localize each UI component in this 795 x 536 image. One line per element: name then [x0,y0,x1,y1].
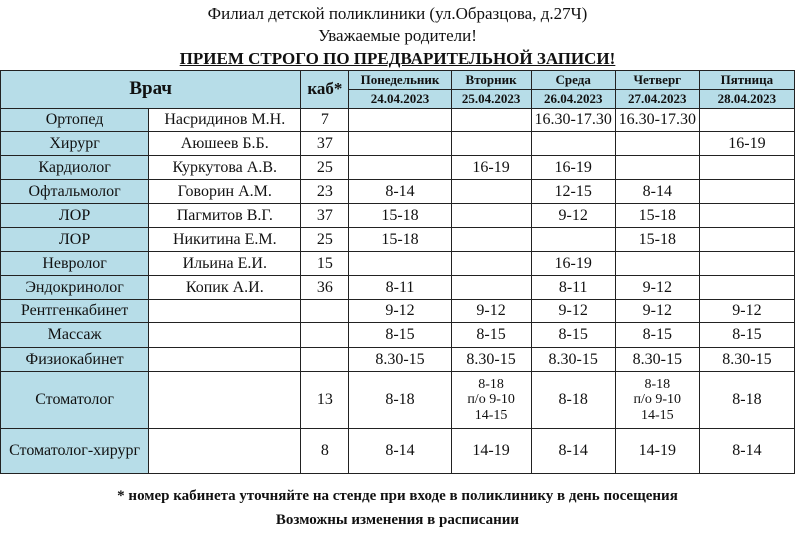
time-cell: 9-12 [451,300,531,323]
time-cell: 8.30-15 [699,348,794,372]
time-cell [699,228,794,252]
time-cell [349,132,451,156]
time-cell: 9-12 [615,276,699,300]
doctor-cell: Говорин А.М. [149,180,301,204]
time-cell: 8-15 [531,323,615,348]
room-header: каб* [301,71,349,109]
time-cell [451,276,531,300]
table-row [1,204,795,228]
day-date: 25.04.2023 [451,90,531,109]
table-row [1,348,795,372]
table-row [1,323,795,348]
table-row [1,228,795,252]
room-cell: 15 [301,252,349,276]
day-name: Понедельник [349,71,451,90]
time-cell [451,204,531,228]
doctor-cell: Куркутова А.В. [149,156,301,180]
time-cell: 16-19 [531,156,615,180]
time-cell: 8-15 [451,323,531,348]
day-date: 24.04.2023 [349,90,451,109]
specialty-cell: Кардиолог [1,156,149,180]
specialty-cell: Ортопед [1,109,149,132]
time-cell: 16-19 [531,252,615,276]
time-cell: 9-12 [699,300,794,323]
specialty-cell: ЛОР [1,204,149,228]
time-cell: 8-18 [699,372,794,429]
room-note: * номер кабинета уточняйте на стенде при входе в поликлинику в день посещения [117,488,678,504]
time-cell: 8-15 [615,323,699,348]
day-date: 26.04.2023 [531,90,615,109]
time-cell: 9-12 [349,300,451,323]
time-cell: 9-12 [615,300,699,323]
doctor-cell: Никитина Е.М. [149,228,301,252]
specialty-cell: Офтальмолог [1,180,149,204]
time-cell [451,252,531,276]
time-cell: 8-15 [699,323,794,348]
doctor-cell [149,372,301,429]
room-cell: 13 [301,372,349,429]
time-cell: 12-15 [531,180,615,204]
time-cell: 8-11 [349,276,451,300]
branch-title: Филиал детской поликлиники (ул.Образцова, д.27Ч) [207,4,588,23]
specialty-cell: Рентгенкабинет [1,300,149,323]
table-row [1,109,795,132]
specialty-cell: Невролог [1,252,149,276]
time-cell: 8-14 [349,429,451,474]
time-cell: 8.30-15 [531,348,615,372]
specialty-cell: Стоматолог [1,372,149,429]
room-cell: 25 [301,228,349,252]
time-cell: 8-11 [531,276,615,300]
time-cell: 9-12 [531,204,615,228]
time-cell: 8-18 [349,372,451,429]
doctor-cell: Насридинов М.Н. [149,109,301,132]
time-cell [699,156,794,180]
time-cell: 14-19 [451,429,531,474]
time-cell: 8.30-15 [615,348,699,372]
room-cell: 8 [301,429,349,474]
time-cell [699,252,794,276]
day-date: 28.04.2023 [699,90,794,109]
day-date: 27.04.2023 [615,90,699,109]
time-cell [615,132,699,156]
time-cell: 8-15 [349,323,451,348]
time-cell: 15-18 [349,204,451,228]
doctor-cell [149,300,301,323]
room-cell [301,323,349,348]
day-name: Пятница [699,71,794,90]
time-cell: 16.30-17.30 [615,109,699,132]
doctor-cell: Копик А.И. [149,276,301,300]
time-cell [531,132,615,156]
time-cell [699,180,794,204]
time-cell [451,132,531,156]
time-cell [699,276,794,300]
greeting: Уважаемые родители! [318,26,477,45]
table-row [1,429,795,474]
time-cell: 15-18 [349,228,451,252]
time-cell: 9-12 [531,300,615,323]
room-cell: 23 [301,180,349,204]
room-cell: 37 [301,132,349,156]
table-row [1,156,795,180]
day-name: Четверг [615,71,699,90]
doctor-cell: Аюшеев Б.Б. [149,132,301,156]
time-cell [451,228,531,252]
doctor-cell [149,429,301,474]
doctor-cell [149,323,301,348]
time-cell [451,180,531,204]
time-cell [531,228,615,252]
day-name: Вторник [451,71,531,90]
time-cell [349,252,451,276]
doctor-header: Врач [1,71,301,109]
room-cell: 36 [301,276,349,300]
doctor-cell: Ильина Е.И. [149,252,301,276]
room-cell [301,300,349,323]
table-row [1,276,795,300]
changes-note: Возможны изменения в расписании [275,512,520,528]
day-name: Среда [531,71,615,90]
schedule-table [0,70,795,474]
table-row [1,300,795,323]
time-cell [615,156,699,180]
room-cell: 7 [301,109,349,132]
time-cell: 15-18 [615,204,699,228]
time-cell: 16.30-17.30 [531,109,615,132]
doctor-cell: Пагмитов В.Г. [149,204,301,228]
table-row [1,132,795,156]
time-cell: 8-18 п/о 9-10 14-15 [615,372,699,429]
time-cell [699,204,794,228]
time-cell: 8-14 [699,429,794,474]
specialty-cell: Массаж [1,323,149,348]
time-cell: 8-14 [531,429,615,474]
time-cell: 8.30-15 [451,348,531,372]
time-cell [699,109,794,132]
specialty-cell: Стоматолог-хирург [1,429,149,474]
room-cell [301,348,349,372]
table-row [1,252,795,276]
doctor-cell [149,348,301,372]
specialty-cell: Хирург [1,132,149,156]
time-cell: 8-18 п/о 9-10 14-15 [451,372,531,429]
room-cell: 37 [301,204,349,228]
time-cell: 14-19 [615,429,699,474]
time-cell: 15-18 [615,228,699,252]
time-cell [451,109,531,132]
appointment-notice: ПРИЕМ СТРОГО ПО ПРЕДВАРИТЕЛЬНОЙ ЗАПИСИ! [179,49,616,68]
time-cell: 16-19 [699,132,794,156]
specialty-cell: Эндокринолог [1,276,149,300]
time-cell: 8-18 [531,372,615,429]
specialty-cell: ЛОР [1,228,149,252]
specialty-cell: Физиокабинет [1,348,149,372]
time-cell: 8.30-15 [349,348,451,372]
time-cell: 8-14 [349,180,451,204]
time-cell: 16-19 [451,156,531,180]
time-cell: 8-14 [615,180,699,204]
table-row [1,180,795,204]
time-cell [615,252,699,276]
time-cell [349,156,451,180]
table-row [1,372,795,429]
time-cell [349,109,451,132]
room-cell: 25 [301,156,349,180]
